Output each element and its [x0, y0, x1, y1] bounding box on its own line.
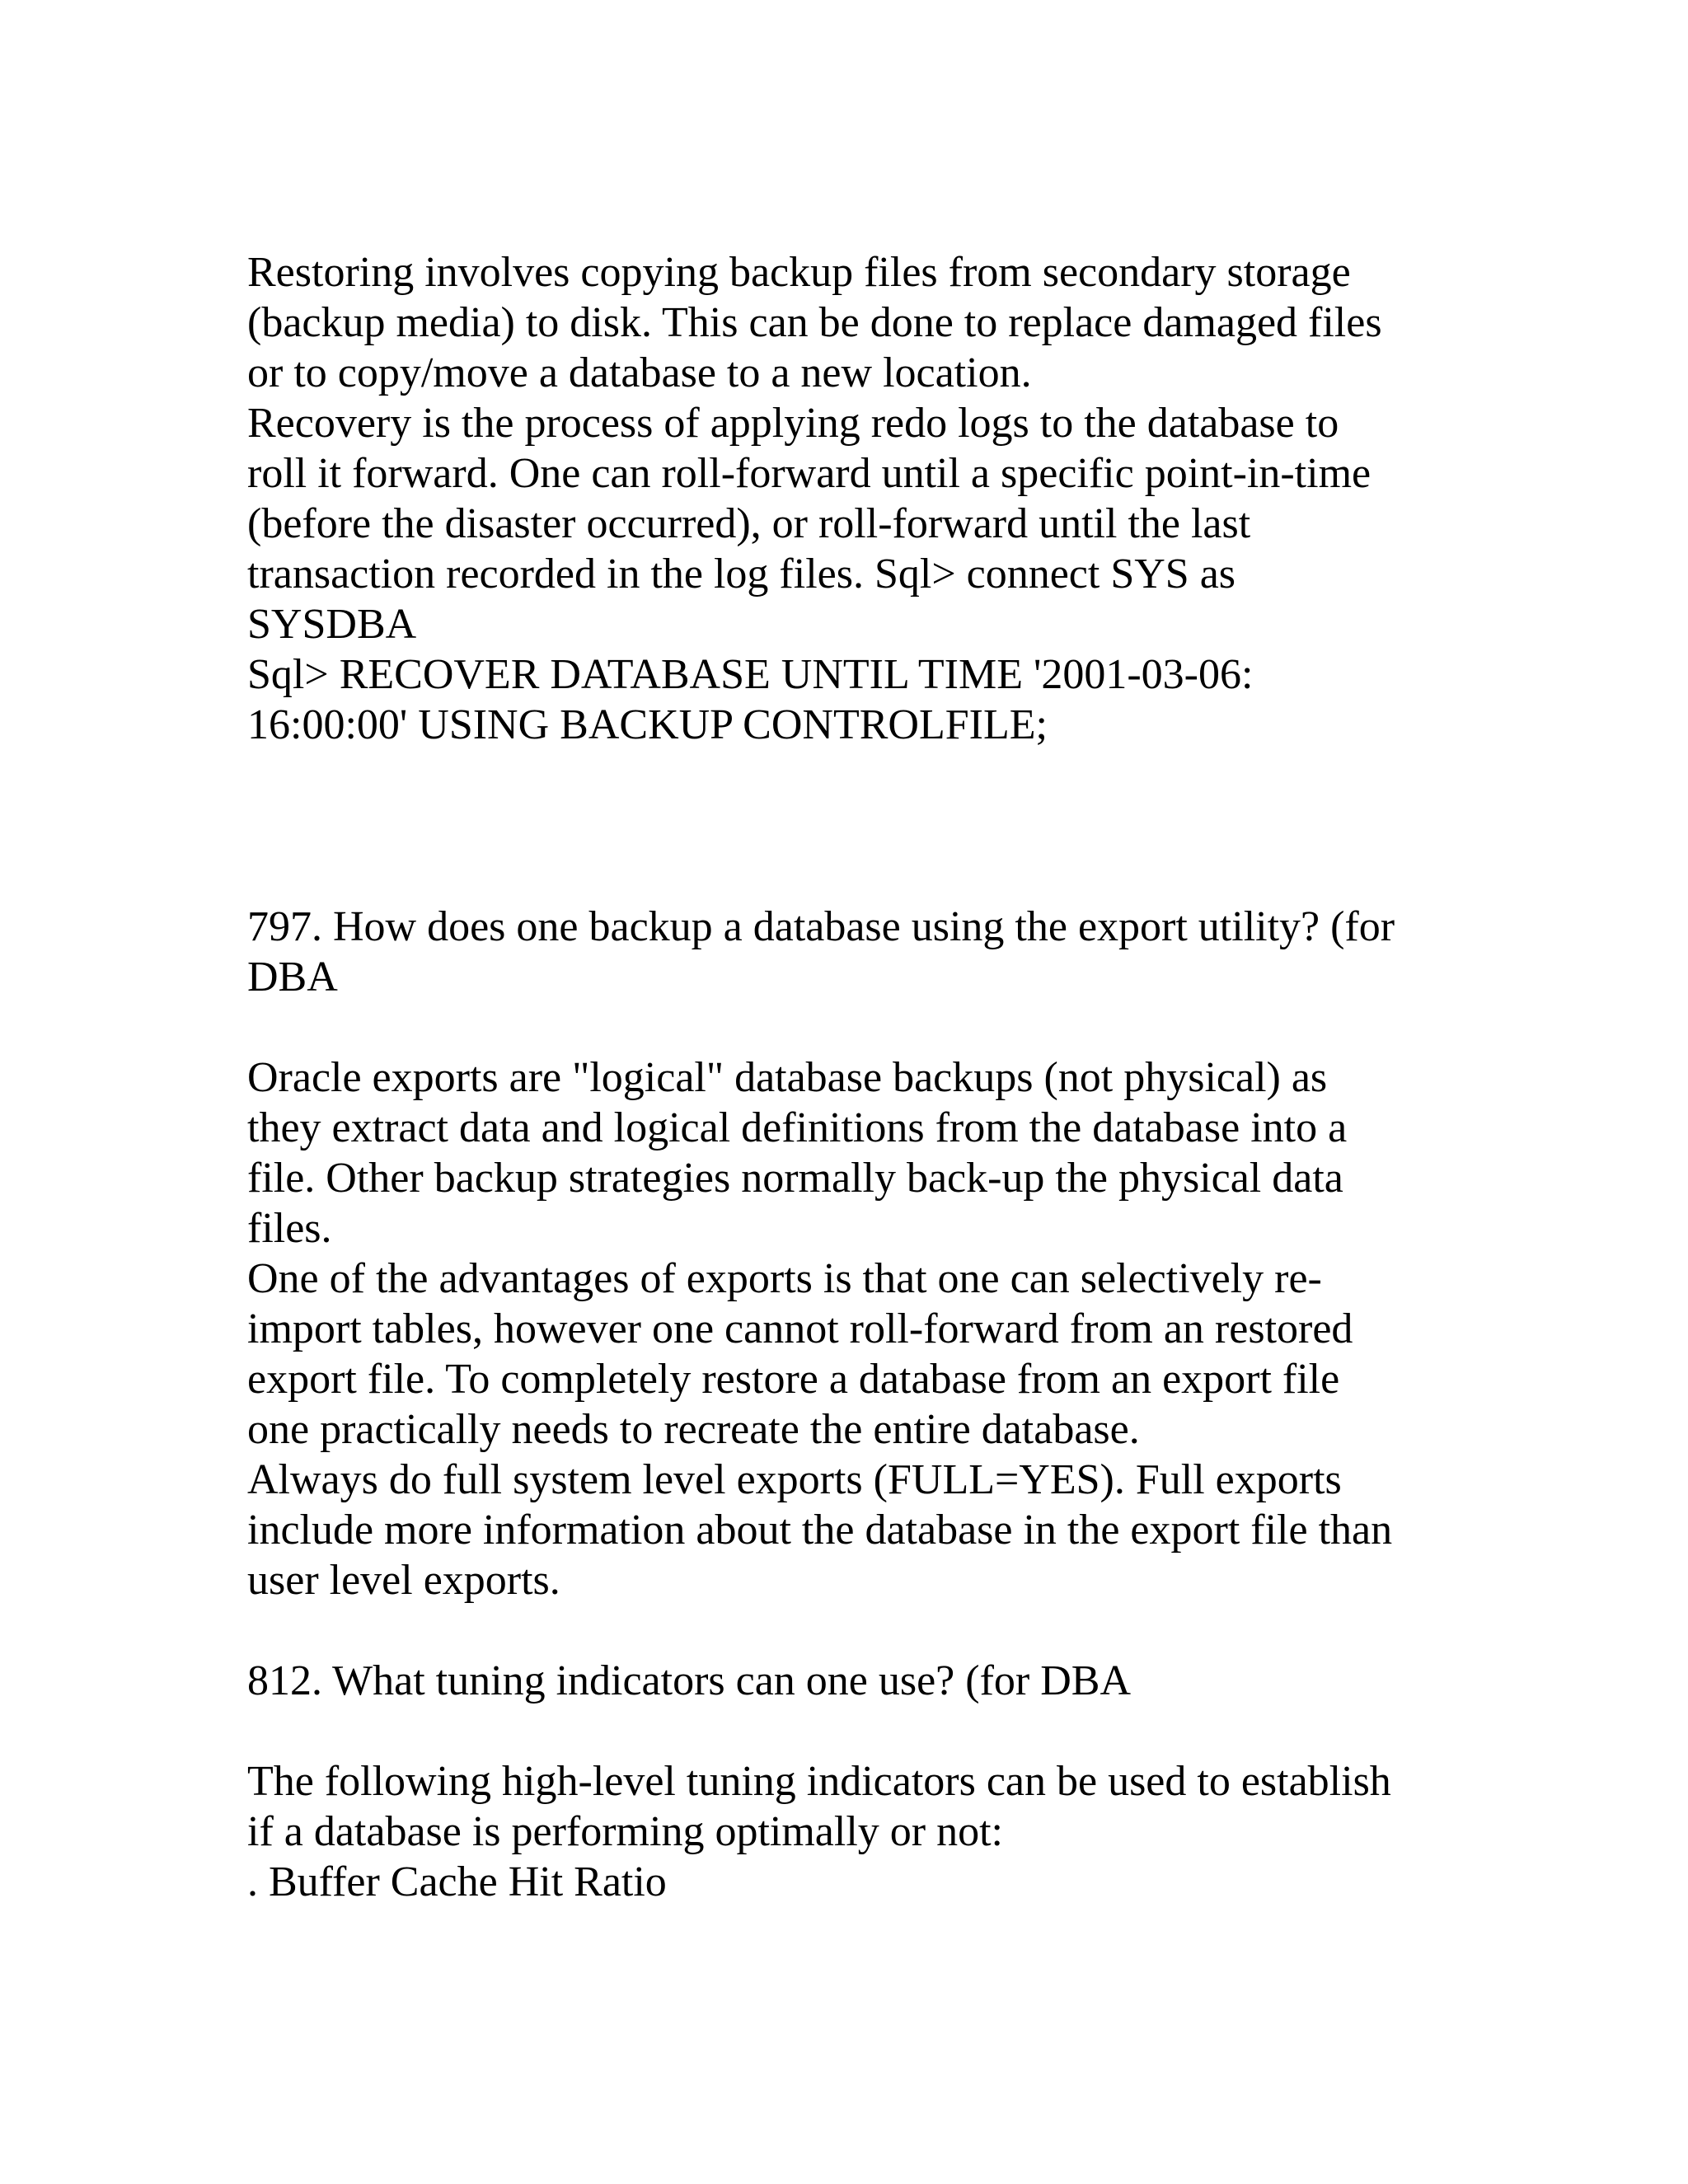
text-line: Recovery is the process of applying redo logs to the database to	[247, 400, 1339, 447]
list-item: . Buffer Cache Hit Ratio	[247, 1858, 667, 1905]
text-line: include more information about the database in the export file than	[247, 1507, 1393, 1554]
text-line: Restoring involves copying backup files from secondary storage	[247, 249, 1351, 296]
question-heading: 812. What tuning indicators can one use? (for DBA	[247, 1657, 1131, 1704]
text-line: file. Other backup strategies normally back-up the physical data	[247, 1155, 1343, 1202]
text-line: Oracle exports are "logical" database backups (not physical) as	[247, 1054, 1328, 1101]
text-line: one practically needs to recreate the entire database.	[247, 1406, 1140, 1453]
text-line: SYSDBA	[247, 601, 417, 648]
text-line: import tables, however one cannot roll-forward from an restored	[247, 1305, 1353, 1352]
text-line: transaction recorded in the log files. Sql> connect SYS as	[247, 551, 1236, 598]
text-line: they extract data and logical definitions from the database into a	[247, 1104, 1348, 1151]
text-line: if a database is performing optimally or not:	[247, 1808, 1003, 1855]
text-line: One of the advantages of exports is that one can selectively re-	[247, 1255, 1322, 1302]
text-line: Always do full system level exports (FULL=YES). Full exports	[247, 1456, 1342, 1503]
sql-command-line: 16:00:00' USING BACKUP CONTROLFILE;	[247, 701, 1048, 748]
text-line: export file. To completely restore a database from an export file	[247, 1356, 1340, 1403]
text-line: or to copy/move a database to a new location.	[247, 349, 1032, 396]
question-heading: 797. How does one backup a database using the export utility? (for	[247, 903, 1395, 950]
text-line: (before the disaster occurred), or roll-forward until the last	[247, 500, 1251, 547]
sql-command-line: Sql> RECOVER DATABASE UNTIL TIME '2001-03-06:	[247, 651, 1254, 698]
text-line: files.	[247, 1205, 332, 1252]
text-line: user level exports.	[247, 1557, 560, 1604]
text-line: (backup media) to disk. This can be done to replace damaged files	[247, 299, 1382, 346]
question-heading: DBA	[247, 954, 338, 1001]
text-line: The following high-level tuning indicators can be used to establish	[247, 1758, 1391, 1805]
text-line: roll it forward. One can roll-forward until a specific point-in-time	[247, 450, 1372, 497]
